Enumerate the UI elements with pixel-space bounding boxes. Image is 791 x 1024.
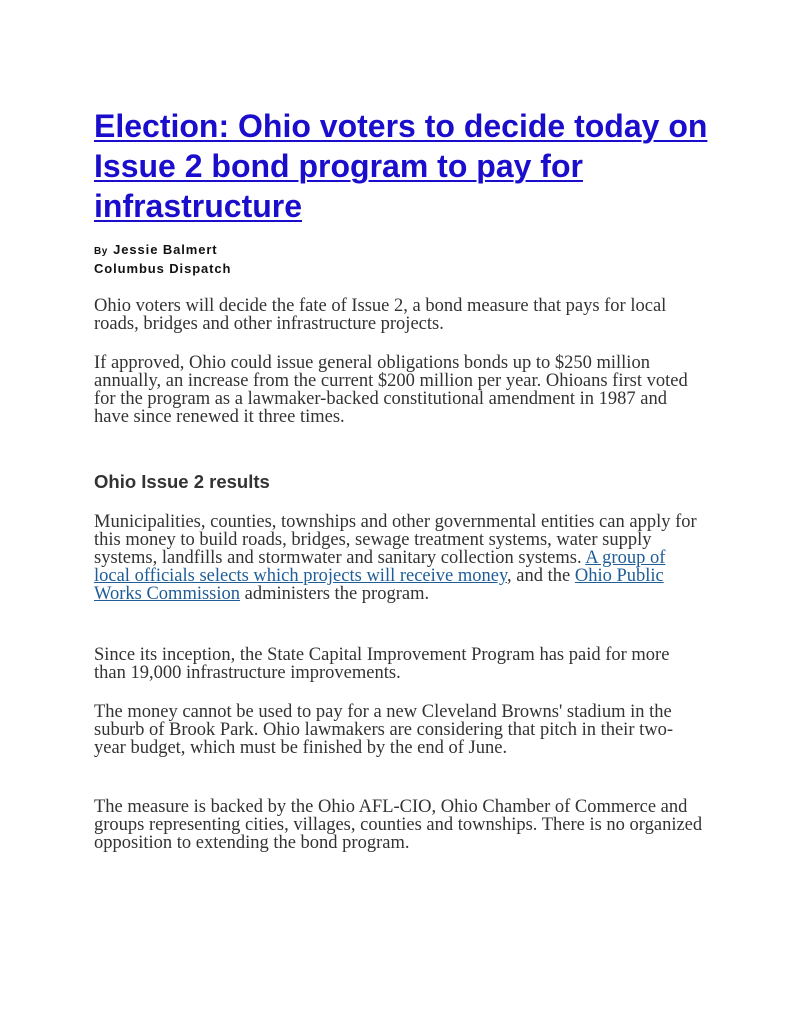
paragraph-backers: The measure is backed by the Ohio AFL-CIO, Ohio Chamber of Commerce and groups representing cities, villages, counties and townships. There is no organized opposition to extending the bond program.	[94, 797, 703, 853]
article-headline-link[interactable]: Election: Ohio voters to decide today on Issue 2 bond program to pay for infrastructure	[94, 108, 708, 224]
public-works-commission-link[interactable]: Ohio Public Works Commission	[94, 566, 664, 604]
byline-author: Jessie Balmert	[113, 242, 218, 257]
local-officials-link[interactable]: A group of local officials selects which projects will receive money	[94, 548, 666, 586]
section-subheading: Ohio Issue 2 results	[94, 471, 270, 492]
paragraph-bond-details: If approved, Ohio could issue general obligations bonds up to $250 million annually, an increase from the current $200 million per year. Ohioans first voted for the program as a lawmaker-backed constitutional amendment in 1987 and have since renewed it three times.	[94, 353, 688, 427]
paragraph-intro: Ohio voters will decide the fate of Issue 2, a bond measure that pays for local roads, bridges and other infrastructure projects.	[94, 296, 667, 334]
paragraph-eligibility-text-middle: , and the	[507, 566, 571, 586]
paragraph-eligibility	[94, 513, 704, 603]
byline-outlet: Columbus Dispatch	[94, 261, 232, 276]
byline	[94, 241, 231, 277]
paragraph-program-history: Since its inception, the State Capital Improvement Program has paid for more than 19,000 infrastructure improvements.	[94, 645, 670, 683]
byline-prefix: By	[94, 246, 108, 257]
paragraph-eligibility-text-end: administers the program.	[244, 584, 430, 604]
paragraph-browns-stadium: The money cannot be used to pay for a new Cleveland Browns' stadium in the suburb of Brook Park. Ohio lawmakers are considering that pitch in their two-year budget, which must be finished by the end of June.	[94, 702, 674, 758]
paragraph-eligibility-text-start: Municipalities, counties, townships and other governmental entities can apply for this money to build roads, bridges, sewage treatment systems, water supply systems, landfills and stormwater and sanitary collection systems.	[94, 512, 697, 568]
